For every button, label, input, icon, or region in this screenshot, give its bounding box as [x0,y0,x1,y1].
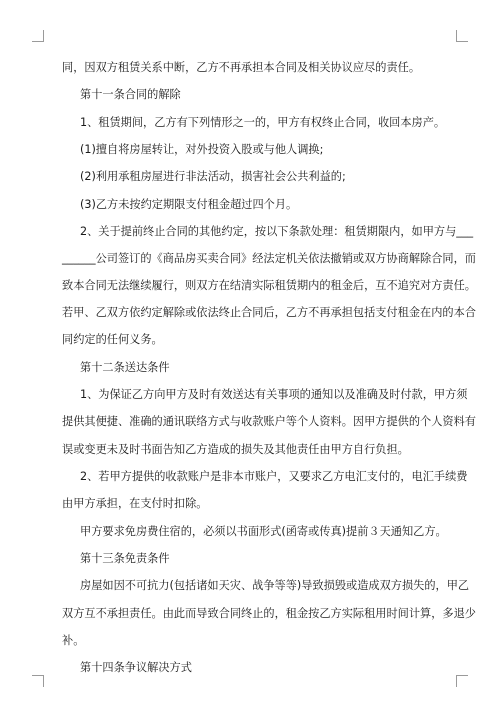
crop-mark-top-left [32,30,44,42]
text-line: 若甲、乙双方依约定解除或依法终止合同后，乙方不再承担包括支付租金在内的本合 [62,306,476,319]
section-heading: 第十四条争议解决方式 [80,661,192,674]
text-line: 1、为保证乙方向甲方及时有效送达有关事项的通知以及准确及时付款，甲方须 [80,388,468,401]
text-line: 提供其便捷、准确的通讯联络方式与收款账户等个人资料。因甲方提供的个人资料有 [62,415,476,428]
text-line: ______公司签订的《商品房买卖合同》经法定机关依法撤销或双方协商解除合同，而 [62,252,476,265]
text-line: 双方互不承担责任。由此而导致合同终止的，租金按乙方实际租用时间计算，多退少 [62,607,476,620]
text-line: 2、若甲方提供的收款账户是非本市账户，又要求乙方电汇支付的，电汇手续费 [80,470,468,483]
text-line: 由甲方承担，在支付时扣除。 [62,497,208,510]
text-line: 2、关于提前终止合同的其他约定，按以下条款处理：租赁期限内，如甲方与___ [80,225,474,238]
text-line: 1、租赁期间，乙方有下列情形之一的，甲方有权终止合同，收回本房产。 [80,116,446,129]
section-heading: 第十二条送达条件 [80,361,170,374]
text-line: 误或变更未及时书面告知乙方造成的损失及其他责任由甲方自行负担。 [62,443,409,456]
text-line: 甲方要求免房费住宿的，必须以书面形式(函寄或传真)提前３天通知乙方。 [80,525,447,538]
text-line: 致本合同无法继续履行，则双方在结清实际租赁期内的租金后，互不追究对方责任。 [62,279,476,292]
crop-mark-top-right [456,30,468,42]
crop-mark-bottom-left [32,675,44,687]
text-line: 同，因双方租赁关系中断，乙方不再承担本合同及相关协议应尽的责任。 [62,61,421,74]
text-line: 房屋如因不可抗力(包括诸如天灾、战争等等)导致损毁或造成双方损失的，甲乙 [80,579,470,592]
text-line: 补。 [62,634,85,647]
text-line: (1)擅自将房屋转让，对外投资入股或与他人调换; [80,143,324,156]
text-line: (2)利用承租房屋进行非法活动，损害社会公共利益的; [80,170,346,183]
crop-mark-bottom-right [456,675,468,687]
text-line: (3)乙方未按约定期限支付租金超过四个月。 [80,198,298,211]
text-line: 同约定的任何义务。 [62,333,163,346]
section-heading: 第十一条合同的解除 [80,88,181,101]
section-heading: 第十三条免责条件 [80,552,170,565]
